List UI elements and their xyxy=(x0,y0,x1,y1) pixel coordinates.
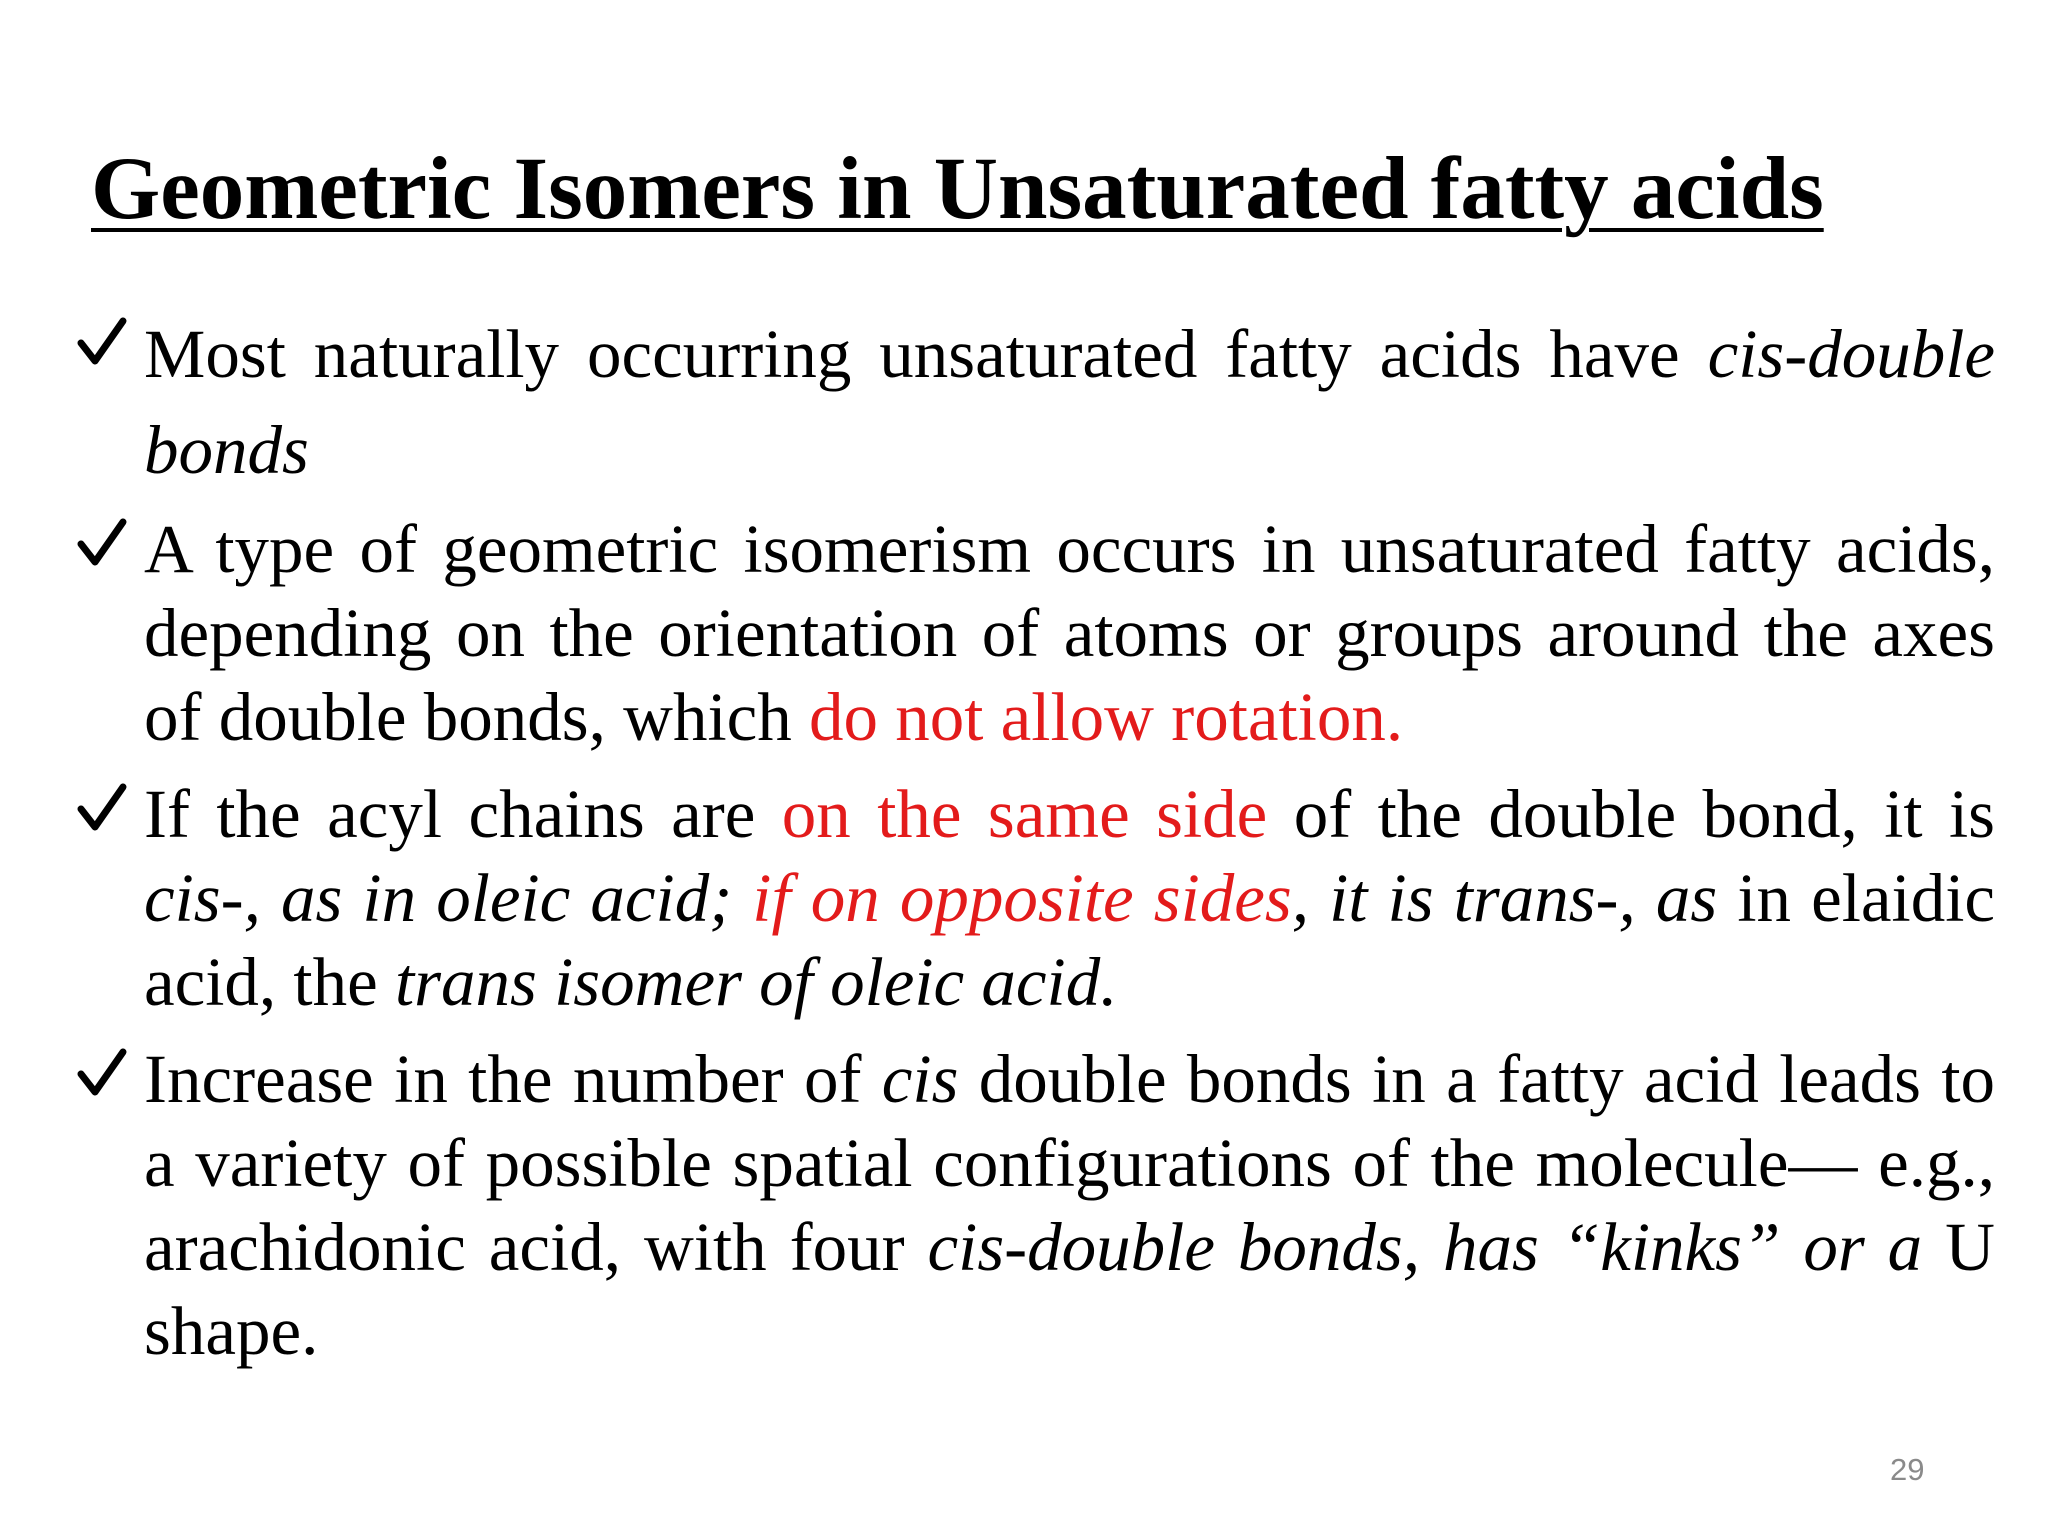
bullet-text xyxy=(144,1037,1995,1373)
check-icon xyxy=(76,316,128,368)
bullet-text-segment: cis xyxy=(881,1041,959,1117)
bullet-text-segment: of the double bond, it is xyxy=(1267,776,1995,852)
highlighted-text: on the same side xyxy=(781,776,1268,852)
bullet-text-segment: Increase in the number of xyxy=(144,1041,882,1117)
slide-title: Geometric Isomers in Unsaturated fatty acids xyxy=(91,140,1824,238)
bullet-text-segment: cis-, as in oleic acid; xyxy=(144,860,753,936)
bullet-text-segment: U shape. xyxy=(144,1209,1995,1369)
highlighted-text: do not allow rotation. xyxy=(809,679,1404,755)
highlighted-text: if on opposite sides xyxy=(752,860,1292,936)
check-icon xyxy=(76,1047,128,1099)
check-icon xyxy=(76,517,128,569)
bullet-text-segment: trans isomer of oleic acid. xyxy=(394,944,1118,1020)
bullet-text-segment: cis-double bonds xyxy=(144,316,1995,488)
bullet-text-segment: If the acyl chains are xyxy=(144,776,782,852)
bullet-text-segment: in elaidic acid, the xyxy=(144,860,1995,1020)
bullet-text-segment: double bonds in a fatty acid leads to a variety of possible spatial configurations of the molecule— e.g., arachidonic acid, with four xyxy=(144,1041,1995,1285)
bullet-text-segment: cis-double bonds, has “kinks” or a xyxy=(927,1209,1923,1285)
bullet-text-segment: A type of geometric isomerism occurs in unsaturated fatty acids, depending on the orientation of atoms or groups around the axes of double bonds, which xyxy=(144,511,1995,755)
bullet-text-segment: , it is trans-, as xyxy=(1291,860,1718,936)
bullet-text xyxy=(144,306,1995,498)
bullet-text xyxy=(144,507,1995,759)
bullet-text xyxy=(144,772,1995,1024)
slide-number: 29 xyxy=(1890,1452,1925,1487)
check-icon xyxy=(76,782,128,834)
bullet-text-segment: Most naturally occurring unsaturated fatty acids have xyxy=(144,316,1708,392)
